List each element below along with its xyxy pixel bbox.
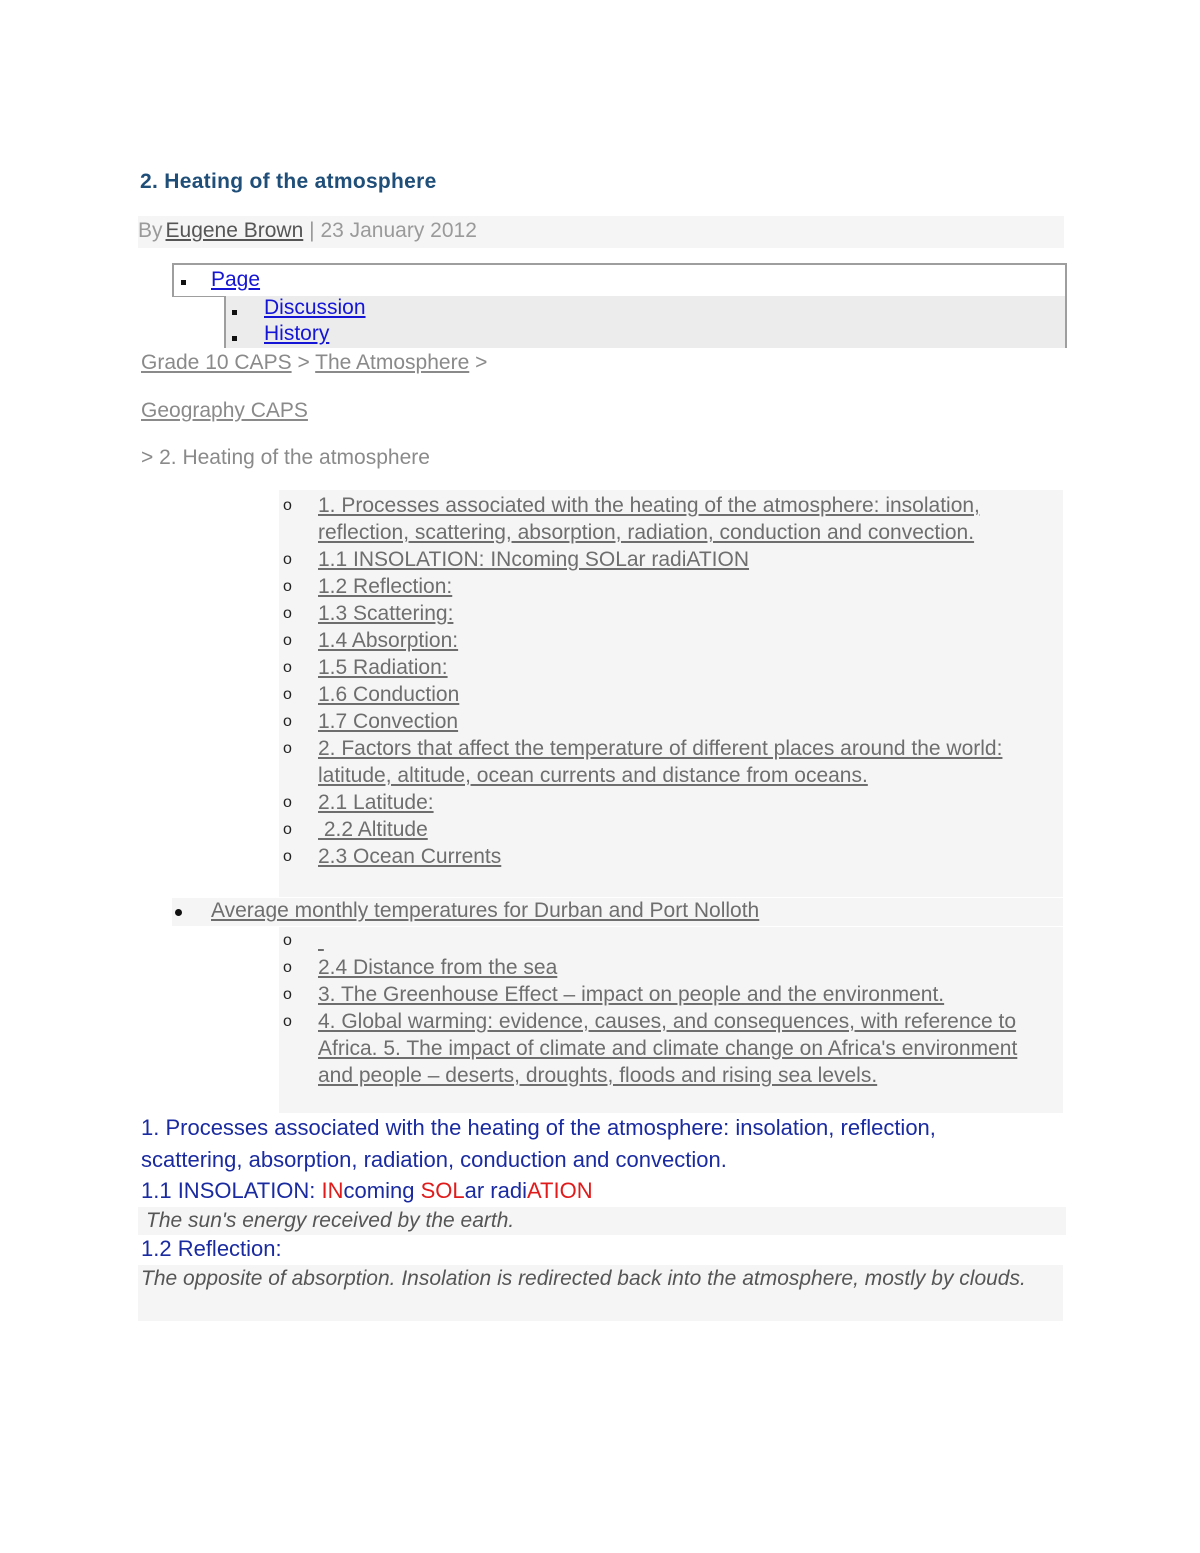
breadcrumb-geography-link[interactable]: Geography CAPS [141, 399, 308, 422]
toc-item[interactable] [283, 816, 1058, 843]
tab-bullet [232, 310, 237, 315]
circle-bullet-icon: o [283, 821, 292, 838]
reflection-description: The opposite of absorption. Insolation is redirected back into the atmosphere, mostly by clouds. [138, 1265, 1063, 1321]
tab-page[interactable]: Page [211, 268, 261, 291]
insolation-acronym-part: SOL [420, 1178, 465, 1203]
tab-bullet [181, 280, 186, 285]
circle-bullet-icon: o [283, 578, 292, 595]
toc-item[interactable] [283, 708, 1058, 735]
breadcrumb-grade-link[interactable]: Grade 10 CAPS [141, 351, 292, 374]
toc-list [283, 492, 1058, 870]
tab-submenu [224, 296, 1067, 348]
circle-bullet-icon: o [283, 632, 292, 649]
byline-separator: | [309, 219, 315, 242]
toc-item[interactable] [283, 492, 1058, 546]
toc-link[interactable]: 2.1 Latitude: [318, 791, 434, 814]
insolation-word-part: ar radi [464, 1178, 527, 1203]
toc-link[interactable]: 1.4 Absorption: [318, 629, 459, 652]
toc-link[interactable]: 1. Processes associated with the heating of the atmosphere: insolation, reflection, scattering, absorption, radiation, conduction and convection. [318, 494, 980, 544]
toc-item[interactable] [283, 573, 1058, 600]
insolation-label: 1.1 INSOLATION: [141, 1178, 322, 1203]
toc-link[interactable]: 1.3 Scattering: [318, 602, 454, 625]
insolation-acronym-part: ATION [526, 1178, 593, 1203]
tab-discussion[interactable]: Discussion [264, 296, 366, 319]
toc-item[interactable] [283, 600, 1058, 627]
byline-prefix: By [138, 219, 163, 242]
toc-item[interactable] [283, 735, 1058, 789]
toc-item[interactable] [283, 654, 1058, 681]
toc-link[interactable]: 1.5 Radiation: [318, 656, 448, 679]
circle-bullet-icon: o [283, 713, 292, 730]
average-temperatures-link[interactable]: Average monthly temperatures for Durban and Port Nolloth [211, 899, 760, 922]
circle-bullet-icon: o [283, 959, 292, 976]
tab-bullet [232, 336, 237, 341]
circle-bullet-icon: o [283, 932, 292, 949]
circle-bullet-icon: o [283, 794, 292, 811]
toc-link[interactable]: 2.2 Altitude [318, 818, 428, 841]
breadcrumb-separator: > [297, 351, 310, 374]
toc-link[interactable]: 1.6 Conduction [318, 683, 460, 706]
toc-item[interactable] [283, 981, 1058, 1008]
breadcrumb-separator: > [475, 351, 488, 374]
toc-item[interactable] [283, 954, 1058, 981]
toc-link[interactable]: 4. Global warming: evidence, causes, and consequences, with reference to Africa. 5. The impact of climate and climate change on Africa's environment and people – deserts, droughts, floods and rising sea levels. [318, 1010, 1018, 1087]
tab-bar [172, 263, 1067, 297]
page-title: 2. Heating of the atmosphere [140, 170, 437, 193]
toc-link[interactable] [318, 929, 324, 952]
circle-bullet-icon: o [283, 659, 292, 676]
breadcrumb [141, 351, 487, 375]
toc-link[interactable]: 2.3 Ocean Currents [318, 845, 502, 868]
breadcrumb-current: > 2. Heating of the atmosphere [141, 446, 430, 469]
toc-item[interactable] [283, 843, 1058, 870]
disc-bullet-icon [175, 909, 182, 916]
toc-link[interactable]: 2. Factors that affect the temperature of different places around the world: latitude, altitude, ocean currents and distance from oceans. [318, 737, 1003, 787]
circle-bullet-icon: o [283, 986, 292, 1003]
circle-bullet-icon: o [283, 848, 292, 865]
circle-bullet-icon: o [283, 551, 292, 568]
tab-history[interactable]: History [264, 322, 330, 345]
toc-item[interactable] [283, 546, 1058, 573]
circle-bullet-icon: o [283, 497, 292, 514]
toc-link[interactable]: 1.7 Convection [318, 710, 459, 733]
insolation-description: The sun's energy received by the earth. [138, 1207, 1066, 1235]
toc-list-2 [283, 927, 1058, 1089]
section-heading: 1. Processes associated with the heating of the atmosphere: insolation, reflection, scattering, absorption, radiation, conduction and convection. [141, 1115, 936, 1172]
breadcrumb-atmosphere-link[interactable]: The Atmosphere [315, 351, 470, 374]
toc-link[interactable]: 1.2 Reflection: [318, 575, 453, 598]
toc-link[interactable]: 3. The Greenhouse Effect – impact on people and the environment. [318, 983, 945, 1006]
circle-bullet-icon: o [283, 605, 292, 622]
toc-link[interactable]: 2.4 Distance from the sea [318, 956, 558, 979]
toc-item[interactable] [283, 789, 1058, 816]
breadcrumb-line-2 [141, 399, 308, 423]
toc-link[interactable]: 1.1 INSOLATION: INcoming SOLar radiATION [318, 548, 750, 571]
toc-item[interactable] [283, 627, 1058, 654]
toc-item[interactable] [283, 1008, 1058, 1089]
byline [138, 216, 1064, 248]
insolation-word-part: coming [343, 1178, 421, 1203]
circle-bullet-icon: o [283, 1013, 292, 1030]
circle-bullet-icon: o [283, 740, 292, 757]
toc-item[interactable] [283, 681, 1058, 708]
reflection-heading: 1.2 Reflection: [141, 1236, 282, 1261]
circle-bullet-icon: o [283, 686, 292, 703]
toc-item[interactable] [283, 927, 1058, 954]
insolation-acronym-part: IN [321, 1178, 344, 1203]
byline-date: 23 January 2012 [320, 219, 477, 242]
author-link[interactable]: Eugene Brown [165, 219, 304, 242]
insolation-heading [141, 1175, 593, 1207]
